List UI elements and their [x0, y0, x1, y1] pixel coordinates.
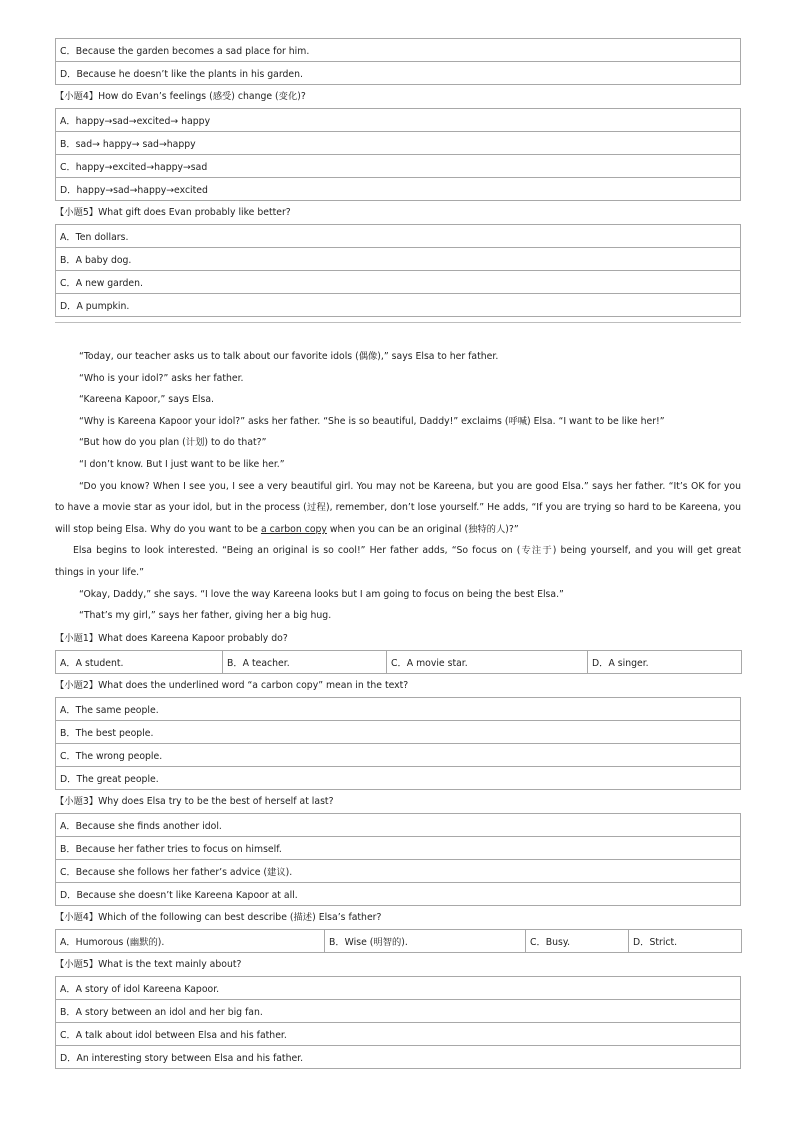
option-a: A．A student.	[56, 650, 223, 673]
passage-paragraph: “Today, our teacher asks us to talk about our favorite idols (偶像),” says Elsa to her father.	[79, 351, 499, 362]
option-c: C．A new garden.	[56, 271, 741, 294]
option-a: A．Because she finds another idol.	[56, 813, 741, 836]
question-5-options	[55, 224, 741, 317]
question-4-title: 【小题4】Which of the following can best describe (描述) Elsa’s father?	[55, 911, 382, 923]
option-d: D．An interesting story between Elsa and his father.	[56, 1045, 741, 1068]
option-c: C．Busy.	[526, 929, 629, 952]
option-d: D．A singer.	[588, 650, 742, 673]
option-c: C．The wrong people.	[56, 743, 741, 766]
option-d: D．Strict.	[629, 929, 742, 952]
passage-paragraph: “That’s my girl,” says her father, giving her a big hug.	[79, 610, 332, 622]
underlined-phrase: a carbon copy	[260, 523, 327, 535]
passage-paragraph: “Kareena Kapoor,” says Elsa.	[79, 394, 215, 406]
option-a: A．happy→sad→excited→ happy	[56, 109, 741, 132]
question-1-title: 【小题1】What does Kareena Kapoor probably do?	[55, 632, 288, 644]
reading-passage	[55, 346, 741, 627]
option-a: A．The same people.	[56, 697, 741, 720]
question-2-title: 【小题2】What does the underlined word “a carbon copy” mean in the text?	[55, 679, 409, 691]
question-5-options	[55, 976, 741, 1069]
option-d: D．Because she doesn’t like Kareena Kapoor at all.	[56, 882, 741, 905]
option-a: A．Humorous (幽默的).	[56, 929, 325, 952]
option-b: B．The best people.	[56, 720, 741, 743]
option-b: B．Wise (明智的).	[325, 929, 526, 952]
question-3-options	[55, 813, 741, 906]
prev-q3-options	[55, 38, 741, 85]
option-b: B．A story between an idol and her big fan.	[56, 999, 741, 1022]
option-a: A．Ten dollars.	[56, 225, 741, 248]
question-1-options	[55, 650, 742, 674]
option-b: B．A baby dog.	[56, 248, 741, 271]
passage-paragraph: “I don’t know. But I just want to be like her.”	[79, 458, 285, 470]
question-4-options	[55, 108, 741, 201]
option-d: D．The great people.	[56, 766, 741, 789]
question-5-title: 【小题5】What is the text mainly about?	[55, 958, 242, 970]
question-4-title: 【小题4】How do Evan’s feelings (感受) change (变化)?	[55, 91, 306, 102]
option-b: B．A teacher.	[223, 650, 387, 673]
option-a: A．A story of idol Kareena Kapoor.	[56, 976, 741, 999]
option-c: C．A movie star.	[387, 650, 588, 673]
passage-paragraph: “Do you know? When I see you, I see a very beautiful girl. You may not be Kareena, but you are good Elsa.” says her father. “It’s OK for you to have a movie star as your idol, but in the process (过程), remember, don’t lose yourself.” He adds, “If you are trying so hard to be Kareena, you will stop being Elsa. Why do you want to be a carbon copy when you can be an original (独特的人)?”	[55, 480, 741, 535]
option-c: C．Because the garden becomes a sad place for him.	[56, 39, 741, 62]
option-c: C．A talk about idol between Elsa and his father.	[56, 1022, 741, 1045]
passage-paragraph: Elsa begins to look interested. “Being an original is so cool!” Her father adds, “So focus on (专注于) being yourself, and you will get great things in your life.”	[55, 545, 741, 578]
worksheet-page	[55, 38, 741, 1069]
option-d: D．happy→sad→happy→excited	[56, 178, 741, 201]
question-5-title: 【小题5】What gift does Evan probably like better?	[55, 207, 291, 218]
question-2-options	[55, 697, 741, 790]
option-b: B．Because her father tries to focus on himself.	[56, 836, 741, 859]
question-4-options	[55, 929, 742, 953]
option-d: D．A pumpkin.	[56, 294, 741, 317]
passage-paragraph: “But how do you plan (计划) to do that?”	[79, 437, 267, 449]
option-c: C．Because she follows her father’s advice (建议).	[56, 859, 741, 882]
option-d: D．Because he doesn’t like the plants in his garden.	[56, 62, 741, 85]
option-b: B．sad→ happy→ sad→happy	[56, 132, 741, 155]
passage-paragraph: “Who is your idol?” asks her father.	[79, 372, 244, 384]
option-c: C．happy→excited→happy→sad	[56, 155, 741, 178]
question-3-title: 【小题3】Why does Elsa try to be the best of herself at last?	[55, 795, 334, 807]
passage-paragraph: “Okay, Daddy,” she says. “I love the way Kareena looks but I am going to focus on being the best Elsa.”	[79, 588, 564, 600]
passage-paragraph: “Why is Kareena Kapoor your idol?” asks her father. “She is so beautiful, Daddy!” exclaims (呼喊) Elsa. “I want to be like her!”	[79, 415, 665, 427]
